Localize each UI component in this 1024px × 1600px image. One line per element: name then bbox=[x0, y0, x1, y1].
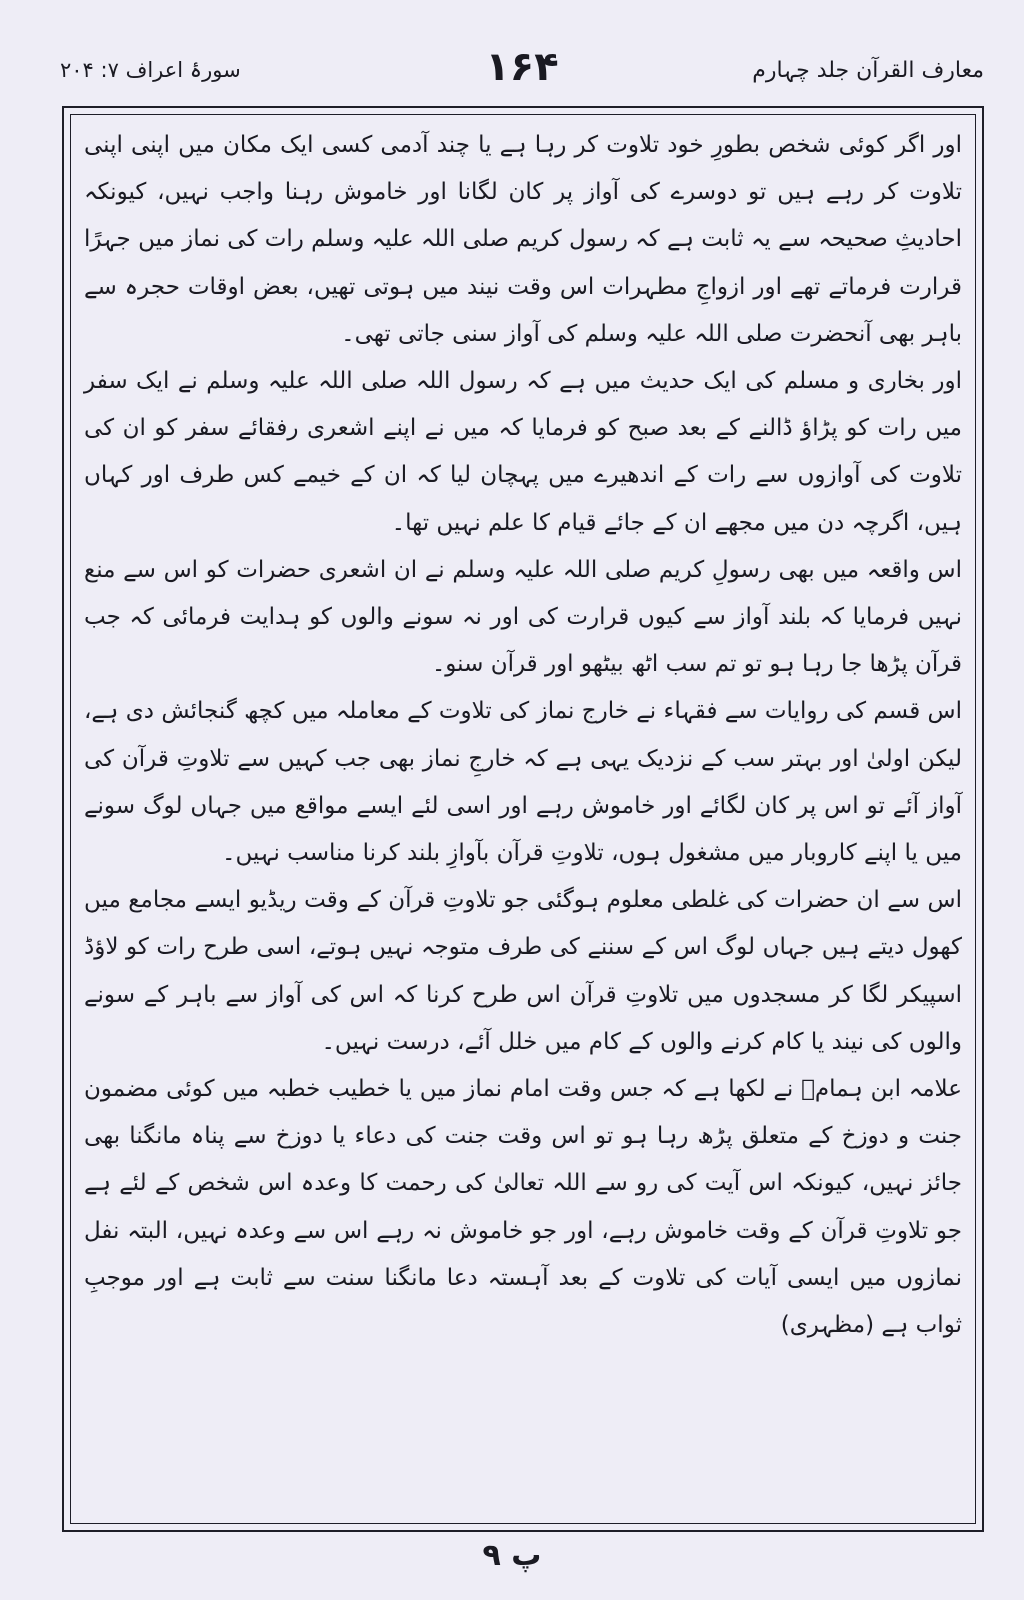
paragraph: اس قسم کی روایات سے فقہاء نے خارج نماز کی تلاوت کے معاملہ میں کچھ گنجائش دی ہے، لیکن اولیٰ اور بہتر سب کے نزدیک یہی ہے کہ خارجِ نماز بھی جب کہیں سے تلاوتِ قرآن کی آواز آئے تو اس پر کان لگائے اور خاموش رہے اور اسی لئے ایسے مواقع میں جہاں لوگ سونے میں یا اپنے کاروبار میں مشغول ہوں، تلاوتِ قرآن بآوازِ بلند کرنا مناسب نہیں۔ bbox=[84, 698, 962, 867]
paragraph: علامہ ابن ہمامؒ نے لکھا ہے کہ جس وقت امام نماز میں یا خطیب خطبہ میں کوئی مضمون جنت و دوزخ کے متعلق پڑھ رہا ہو تو اس وقت جنت کی دعاء یا دوزخ سے پناہ مانگنا بھی جائز نہیں، کیونکہ اس آیت کی رو سے اللہ تعالیٰ کی رحمت کا وعدہ اس شخص کے لئے ہے جو تلاوتِ قرآن کے وقت خاموش رہے، اور جو خاموش نہ رہے اس سے وعدہ نہیں، البتہ نفل نمازوں میں ایسی آیات کی تلاوت کے بعد آہستہ دعا مانگنا سنت سے ثابت ہے اور موجبِ ثواب ہے (مظہری) bbox=[84, 1076, 962, 1339]
body-text bbox=[84, 122, 962, 1516]
surah-reference: سورۂ اعراف ۷: ۲۰۴ bbox=[60, 58, 241, 82]
paragraph: اور بخاری و مسلم کی ایک حدیث میں ہے کہ رسول اللہ صلی اللہ علیہ وسلم نے ایک سفر میں رات کو پڑاؤ ڈالنے کے بعد صبح کو فرمایا کہ میں نے اپنے اشعری رفقائے سفر کو ان کی تلاوت کی آوازوں سے رات کے اندھیرے میں پہچان لیا کہ ان کے خیمے کس طرف اور کہاں ہیں، اگرچہ دن میں مجھے ان کے جائے قیام کا علم نہیں تھا۔ bbox=[84, 368, 962, 536]
paragraph: اور اگر کوئی شخص بطورِ خود تلاوت کر رہا ہے یا چند آدمی کسی ایک مکان میں اپنی اپنی تلاوت کر رہے ہیں تو دوسرے کی آواز پر کان لگانا اور خاموش رہنا واجب نہیں، کیونکہ احادیثِ صحیحہ سے یہ ثابت ہے کہ رسول کریم صلی اللہ علیہ وسلم رات کی نماز میں جہرًا قرارت فرماتے تھے اور ازواجِ مطہرات اس وقت نیند میں ہوتی تھیں، بعض اوقات حجرہ سے باہر بھی آنحضرت صلی اللہ علیہ وسلم کی آواز سنی جاتی تھی۔ bbox=[84, 132, 962, 347]
book-title: معارف القرآن جلد چہارم bbox=[752, 58, 984, 83]
paragraph: اس سے ان حضرات کی غلطی معلوم ہوگئی جو تلاوتِ قرآن کے وقت ریڈیو ایسے مجامع میں کھول دیتے ہیں جہاں لوگ اس کے سننے کی طرف متوجہ نہیں ہوتے، اسی طرح رات کو لاؤڈ اسپیکر لگا کر مسجدوں میں تلاوتِ قرآن اس طرح کرنا کہ اس کی آواز سے باہر کے سونے والوں کی نیند یا کام کرنے والوں کے کام میں خلل آئے، درست نہیں۔ bbox=[84, 887, 962, 1055]
page-border-frame bbox=[62, 106, 984, 1532]
paragraph: اس واقعہ میں بھی رسولِ کریم صلی اللہ علیہ وسلم نے ان اشعری حضرات کو اس سے منع نہیں فرمایا کہ بلند آواز سے کیوں قرارت کی اور نہ سونے والوں کو ہدایت فرمائی کہ جب قرآن پڑھا جا رہا ہو تو تم سب اٹھ بیٹھو اور قرآن سنو۔ bbox=[84, 556, 962, 678]
page-header bbox=[60, 44, 984, 100]
page-number: ۱۶۴ bbox=[485, 44, 559, 90]
signature-mark: ۹ پ bbox=[482, 1538, 542, 1573]
